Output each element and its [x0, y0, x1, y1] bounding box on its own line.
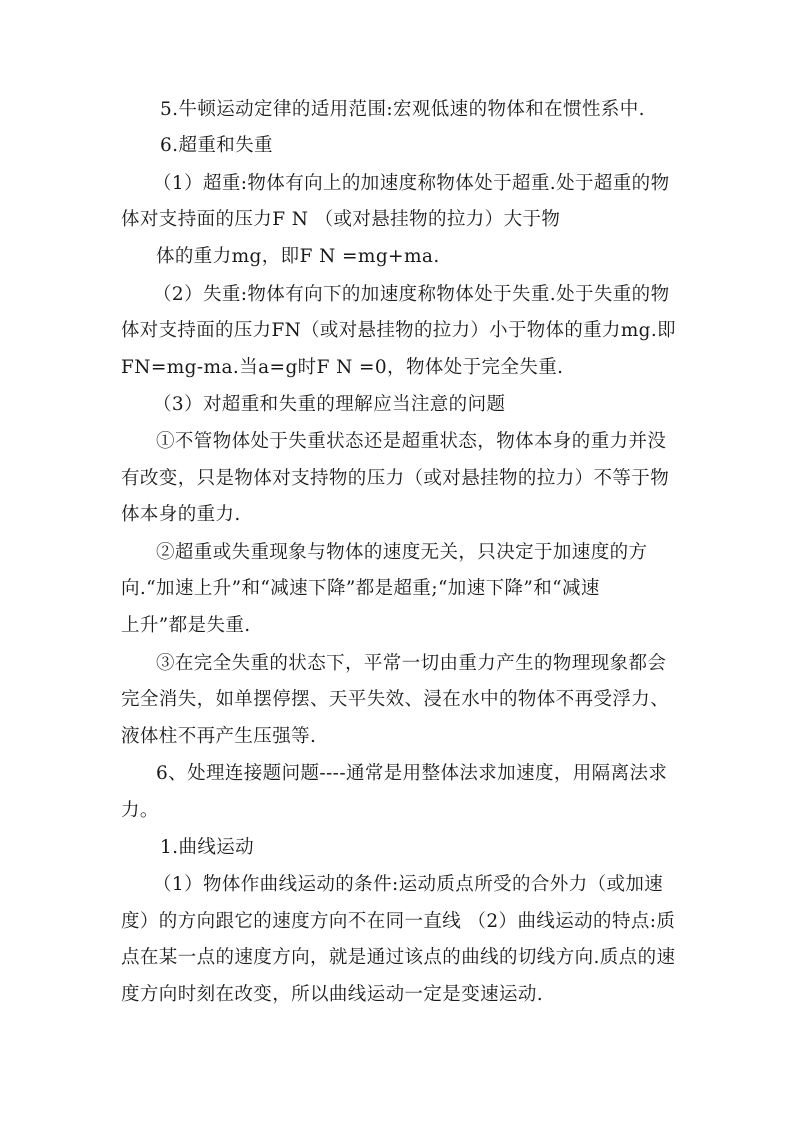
text-line-1: 5.牛顿运动定律的适用范围:宏观低速的物体和在惯性系中.	[160, 99, 645, 120]
text-line-24: 点在某一点的速度方向，就是通过该点的曲线的切线方向.质点的速	[121, 947, 676, 968]
text-line-4: 体对支持面的压力F N （或对悬挂物的拉力）大于物	[121, 209, 561, 230]
text-line-3: （1）超重:物体有向上的加速度称物体处于超重.处于超重的物	[153, 173, 670, 194]
text-line-6: （2）失重:物体有向下的加速度称物体处于失重.处于失重的物	[153, 284, 670, 305]
text-line-16: ③在完全失重的状态下，平常一切由重力产生的物理现象都会	[156, 653, 667, 674]
text-line-17: 完全消失，如单摆停摆、天平失效、浸在水中的物体不再受浮力、	[121, 689, 670, 710]
text-line-20: 力。	[121, 800, 159, 821]
text-line-8: FN=mg-ma.当a=g时F N =0，物体处于完全失重.	[121, 357, 564, 378]
text-line-5: 体的重力mg，即F N =mg+ma.	[156, 246, 440, 267]
text-line-7: 体对支持面的压力FN（或对悬挂物的拉力）小于物体的重力mg.即	[121, 320, 676, 341]
text-line-12: 体本身的重力.	[121, 504, 241, 525]
text-line-10: ①不管物体处于失重状态还是超重状态，物体本身的重力并没	[156, 431, 667, 452]
text-line-22: （1）物体作曲线运动的条件:运动质点所受的合外力（或加速	[153, 874, 664, 895]
text-line-13: ②超重或失重现象与物体的速度无关，只决定于加速度的方	[156, 542, 648, 563]
text-line-18: 液体柱不再产生压强等.	[121, 726, 317, 747]
text-line-14: 向.“加速上升”和“减速下降”都是超重;“加速下降”和“减速	[121, 578, 600, 599]
section-heading-curvilinear-motion: 1.曲线运动	[160, 837, 255, 858]
text-line-23: 度）的方向跟它的速度方向不在同一直线 （2）曲线运动的特点:质	[121, 911, 676, 932]
text-line-25: 度方向时刻在改变，所以曲线运动一定是变速运动.	[121, 984, 544, 1005]
text-line-15: 上升”都是失重.	[121, 615, 251, 636]
text-line-11: 有改变，只是物体对支持物的压力（或对悬挂物的拉力）不等于物	[121, 468, 670, 489]
text-line-19: 6、处理连接题问题----通常是用整体法求加速度，用隔离法求	[156, 763, 668, 784]
text-line-9: （3）对超重和失重的理解应当注意的问题	[153, 394, 506, 415]
section-heading-overweight: 6.超重和失重	[160, 135, 273, 156]
